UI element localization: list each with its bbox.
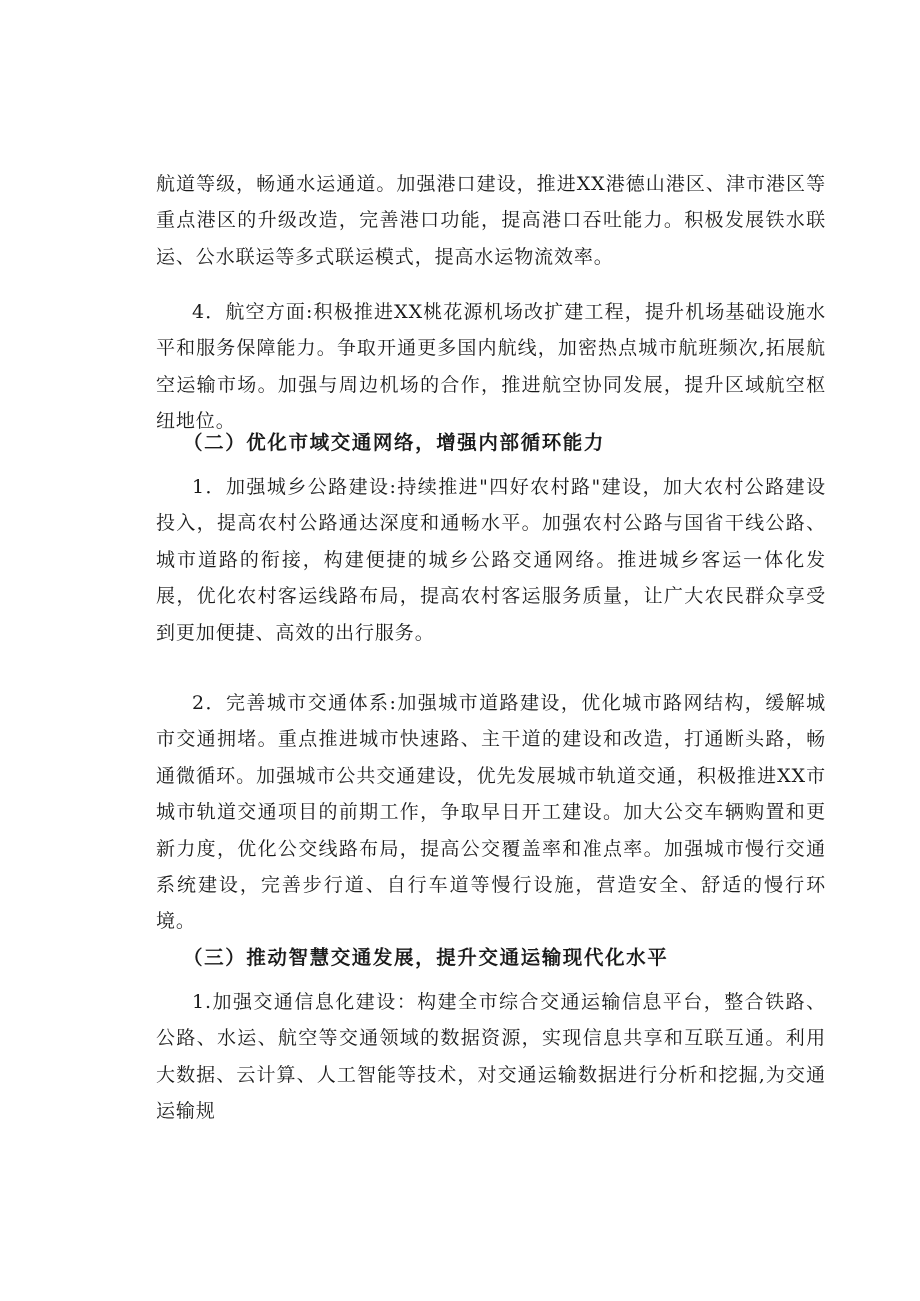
paragraph-aviation: 4．航空方面:积极推进XX桃花源机场改扩建工程，提升机场基础设施水平和服务保障能力。争取开通更多国内航线，加密热点城市航班频次,拓展航空运输市场。加强与周边机场的合作，推进航空协同发展，提升区域航空枢纽地位。 <box>156 301 826 433</box>
paragraph-waterway-continued: 航道等级，畅通水运通道。加强港口建设，推进XX港德山港区、津市港区等重点港区的升级改造，完善港口功能，提高港口吞吐能力。积极发展铁水联运、公水联运等多式联运模式，提高水运物流效率。 <box>156 173 826 268</box>
section-heading-2-text: （二）优化市域交通网络，增强内部循环能力 <box>183 431 606 454</box>
paragraph-urban-transport: 2．完善城市交通体系:加强城市道路建设，优化城市路网结构，缓解城市交通拥堵。重点推进城市快速路、主干道的建设和改造，打通断头路，畅通微循环。加强城市公共交通建设，优先发展城市轨道交通，积极推进XX市城市轨道交通项目的前期工作，争取早日开工建设。加大公交车辆购置和更新力度，优化公交线路布局，提高公交覆盖率和准点率。加强城市慢行交通系统建设，完善步行道、自行车道等慢行设施，营造安全、舒适的慢行环境。 <box>156 692 826 933</box>
paragraph-traffic-informatization: 1.加强交通信息化建设：构建全市综合交通运输信息平台，整合铁路、公路、水运、航空等交通领域的数据资源，实现信息共享和互联互通。利用大数据、云计算、人工智能等技术，对交通运输数据进行分析和挖掘,为交通运输规 <box>156 991 826 1123</box>
paragraph-urban-rural-roads: 1．加强城乡公路建设:持续推进"四好农村路"建设，加大农村公路建设投入，提高农村公路通达深度和通畅水平。加强农村公路与国省干线公路、城市道路的衔接，构建便捷的城乡公路交通网络。推进城乡客运一体化发展，优化农村客运线路布局，提高农村客运服务质量，让广大农民群众享受到更加便捷、高效的出行服务。 <box>156 476 826 644</box>
section-heading-3-text: （三）推动智慧交通发展，提升交通运输现代化水平 <box>183 946 669 969</box>
